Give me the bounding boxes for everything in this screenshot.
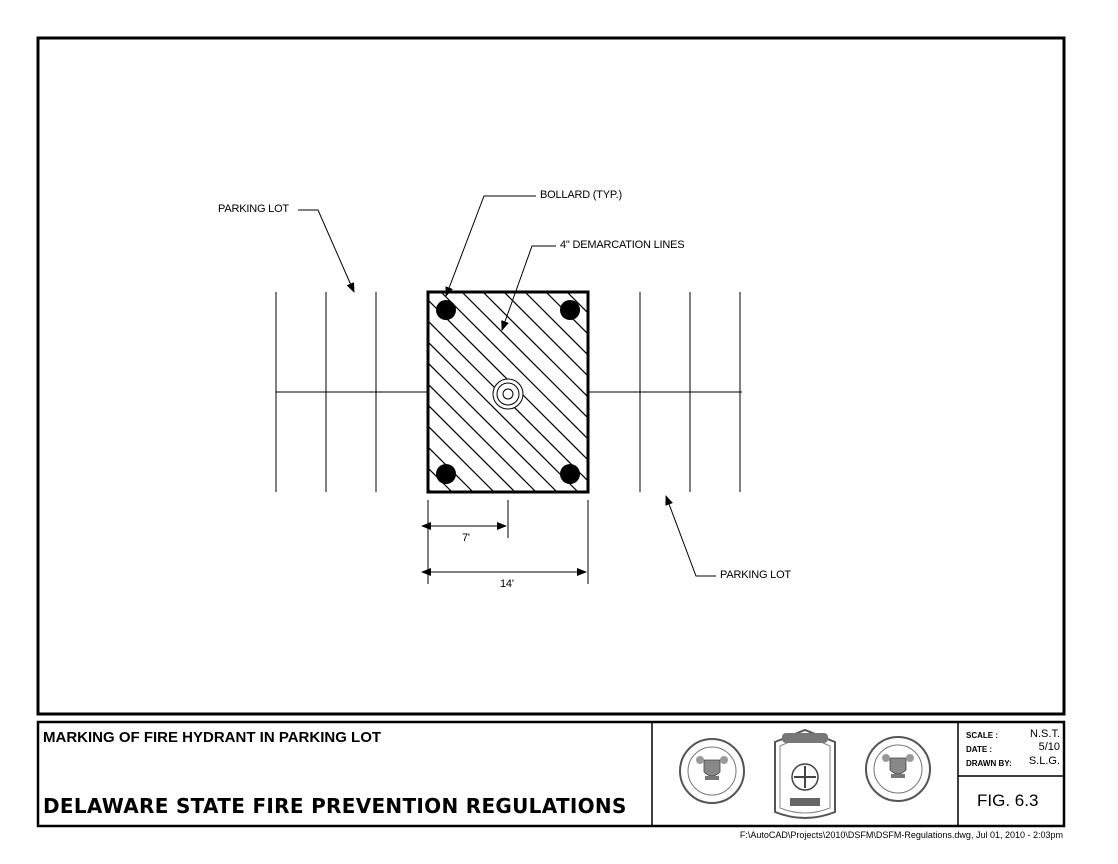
date-value: 5/10 bbox=[1038, 741, 1060, 753]
document-title: DELAWARE STATE FIRE PREVENTION REGULATIONS bbox=[43, 794, 627, 818]
hatched-no-parking-zone bbox=[418, 122, 598, 806]
state-fire-prevention-commission-seal-icon bbox=[866, 737, 930, 801]
hatch-line bbox=[418, 563, 598, 743]
great-seal-delaware-icon bbox=[680, 739, 744, 803]
hatch-line bbox=[418, 605, 598, 785]
parking-stalls-left bbox=[276, 292, 428, 492]
fire-hydrant-symbol bbox=[493, 379, 523, 409]
drawing-border bbox=[38, 38, 1064, 714]
hatch-line bbox=[418, 521, 598, 701]
leader-parking-lot-left bbox=[298, 210, 354, 292]
bollard-top-left bbox=[436, 300, 456, 320]
dimension-label-14ft: 14' bbox=[500, 578, 514, 590]
scale-label: SCALE : bbox=[966, 731, 998, 740]
label-bollard: BOLLARD (TYP.) bbox=[540, 189, 622, 201]
leader-bollard bbox=[446, 196, 536, 296]
hatch-line bbox=[418, 122, 598, 302]
scale-value: N.S.T. bbox=[1030, 728, 1060, 740]
hatch-line bbox=[418, 584, 598, 764]
bollard-top-right bbox=[560, 300, 580, 320]
dimensions bbox=[428, 500, 588, 584]
hatch-line bbox=[418, 542, 598, 722]
label-demarcation-lines: 4" DEMARCATION LINES bbox=[560, 239, 685, 251]
figure-number: FIG. 6.3 bbox=[977, 791, 1039, 810]
delaware-state-fire-marshal-badge-icon bbox=[775, 730, 835, 818]
date-label: DATE : bbox=[966, 745, 993, 754]
hatch-line bbox=[418, 626, 598, 806]
label-parking-lot-left: PARKING LOT bbox=[218, 203, 289, 215]
bollard-bottom-left bbox=[436, 464, 456, 484]
drawn-by-label: DRAWN BY: bbox=[966, 759, 1012, 768]
dimension-label-7ft: 7' bbox=[462, 532, 470, 544]
parking-stalls-right bbox=[588, 292, 742, 492]
drawing-title: MARKING OF FIRE HYDRANT IN PARKING LOT bbox=[43, 729, 382, 746]
leader-parking-lot-right bbox=[666, 496, 716, 576]
file-path: F:\AutoCAD\Projects\2010\DSFM\DSFM-Regulations.dwg, Jul 01, 2010 - 2:03pm bbox=[739, 830, 1063, 840]
drawn-by-value: S.L.G. bbox=[1028, 755, 1060, 767]
label-parking-lot-right: PARKING LOT bbox=[720, 569, 791, 581]
bollard-bottom-right bbox=[560, 464, 580, 484]
